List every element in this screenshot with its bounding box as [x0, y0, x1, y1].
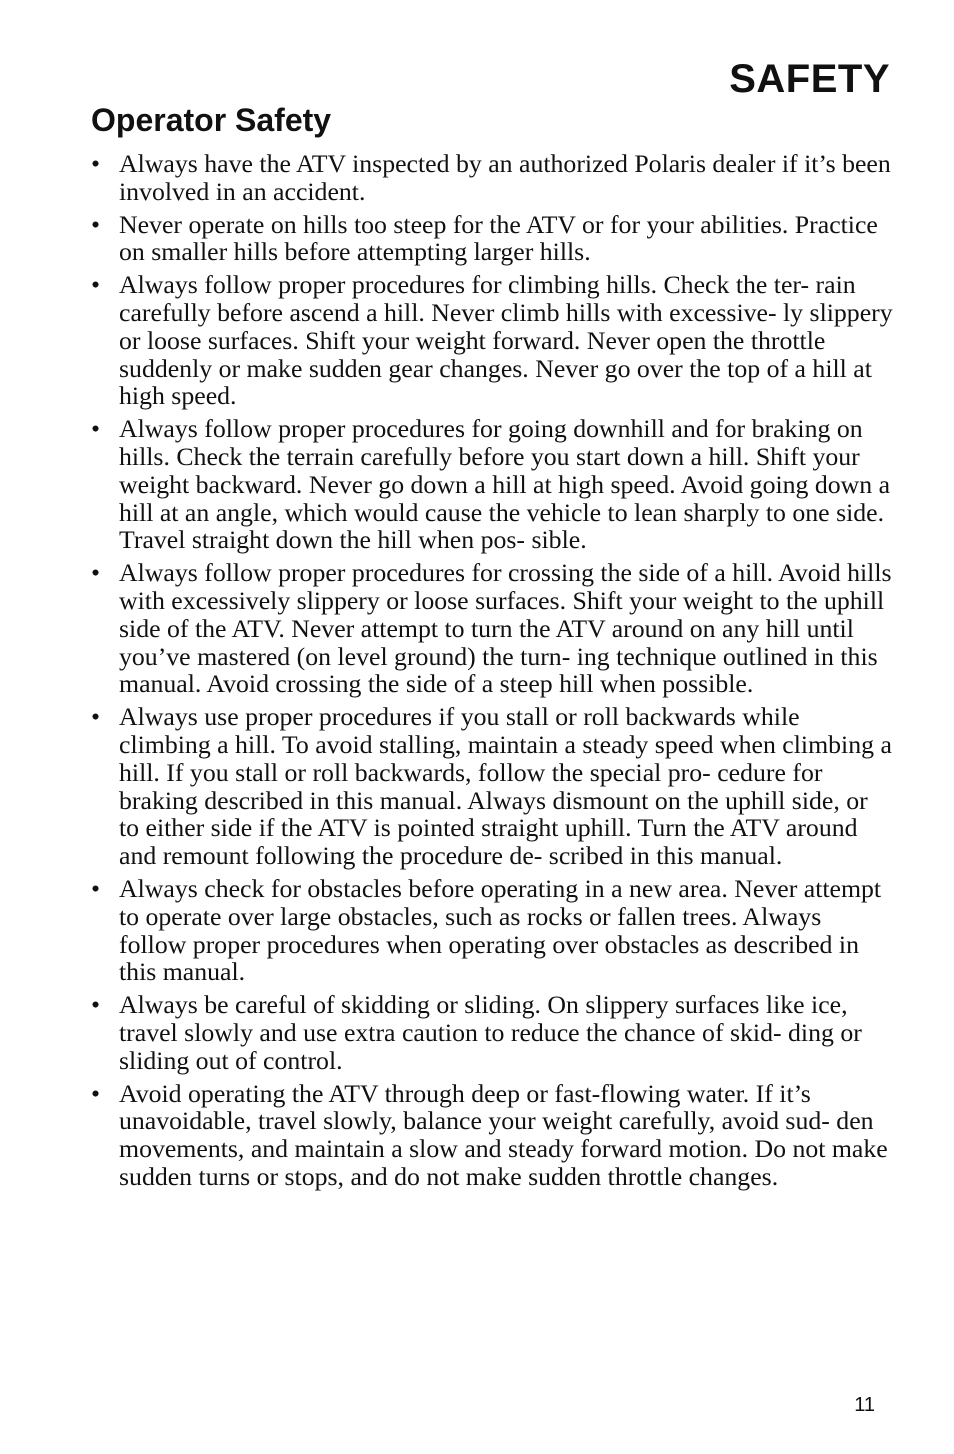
bullet-icon: • [91, 558, 101, 588]
bullet-icon: • [91, 270, 101, 300]
chapter-title: SAFETY [729, 57, 890, 101]
bullet-icon: • [91, 414, 101, 444]
page-number: 11 [854, 1394, 875, 1416]
section-heading: Operator Safety [91, 102, 332, 138]
list-item-text: Always follow proper procedures for climbing hills. Check the ter- rain carefully before ascend a hill. Never climb hills with excessive- ly slippery or loose surfaces. Shift your weight forward. Never open the throttle suddenly or make sudden gear changes. Never go over the top of a hill at high speed. [119, 270, 893, 411]
list-item-text: Always follow proper procedures for crossing the side of a hill. Avoid hills with excessively slippery or loose surfaces. Shift your weight to the uphill side of the ATV. Never attempt to turn the ATV around on any hill until you’ve mastered (on level ground) the turn- ing technique outlined in this manual. Avoid crossing the side of a steep hill when possible. [119, 558, 892, 699]
list-item-text: Always check for obstacles before operating in a new area. Never attempt to operate over large obstacles, such as rocks or fallen trees. Always follow proper procedures when operating over obstacles as described in this manual. [119, 873, 882, 987]
list-item-text: Always be careful of skidding or sliding. On slippery surfaces like ice, travel slowly and use extra caution to reduce the chance of skid- ding or sliding out of control. [119, 990, 862, 1075]
list-item-text: Never operate on hills too steep for the ATV or for your abilities. Practice on smaller hills before attempting larger hills. [119, 209, 878, 267]
list-item [91, 875, 894, 986]
list-item [91, 991, 894, 1074]
bullet-icon: • [91, 149, 101, 178]
bullet-icon: • [91, 873, 101, 903]
list-item [91, 415, 894, 554]
list-item [91, 1080, 894, 1191]
list-item-text: Always use proper procedures if you stall or roll backwards while climbing a hill. To avoid stalling, maintain a steady speed when climbing a hill. If you stall or roll backwards, follow the special pro- cedure for braking described in this manual. Always dismount on the uphill side, or to either side if the ATV is pointed straight uphill. Turn the ATV around and remount following the procedure de- scribed in this manual. [119, 702, 892, 871]
bullet-icon: • [91, 1078, 101, 1108]
bullet-icon: • [91, 209, 101, 239]
list-item [91, 703, 894, 870]
list-item-text: Avoid operating the ATV through deep or fast-flowing water. If it’s unavoidable, travel slowly, balance your weight carefully, avoid sud- den movements, and maintain a slow and steady forward motion. Do not make sudden turns or stops, and do not make sudden throttle changes. [119, 1078, 888, 1191]
operator-safety-list [91, 150, 894, 1196]
list-item [91, 150, 894, 206]
list-item [91, 211, 894, 267]
list-item-text: Always have the ATV inspected by an authorized Polaris dealer if it’s been involved in an accident. [119, 149, 891, 206]
list-item [91, 271, 894, 410]
list-item-text: Always follow proper procedures for going downhill and for braking on hills. Check the terrain carefully before you start down a hill. Shift your weight backward. Never go down a hill at high speed. Avoid going down a hill at an angle, which would cause the vehicle to lean sharply to one side. Travel straight down the hill when pos- sible. [119, 414, 891, 555]
list-item [91, 559, 894, 698]
bullet-icon: • [91, 702, 101, 732]
bullet-icon: • [91, 990, 101, 1020]
